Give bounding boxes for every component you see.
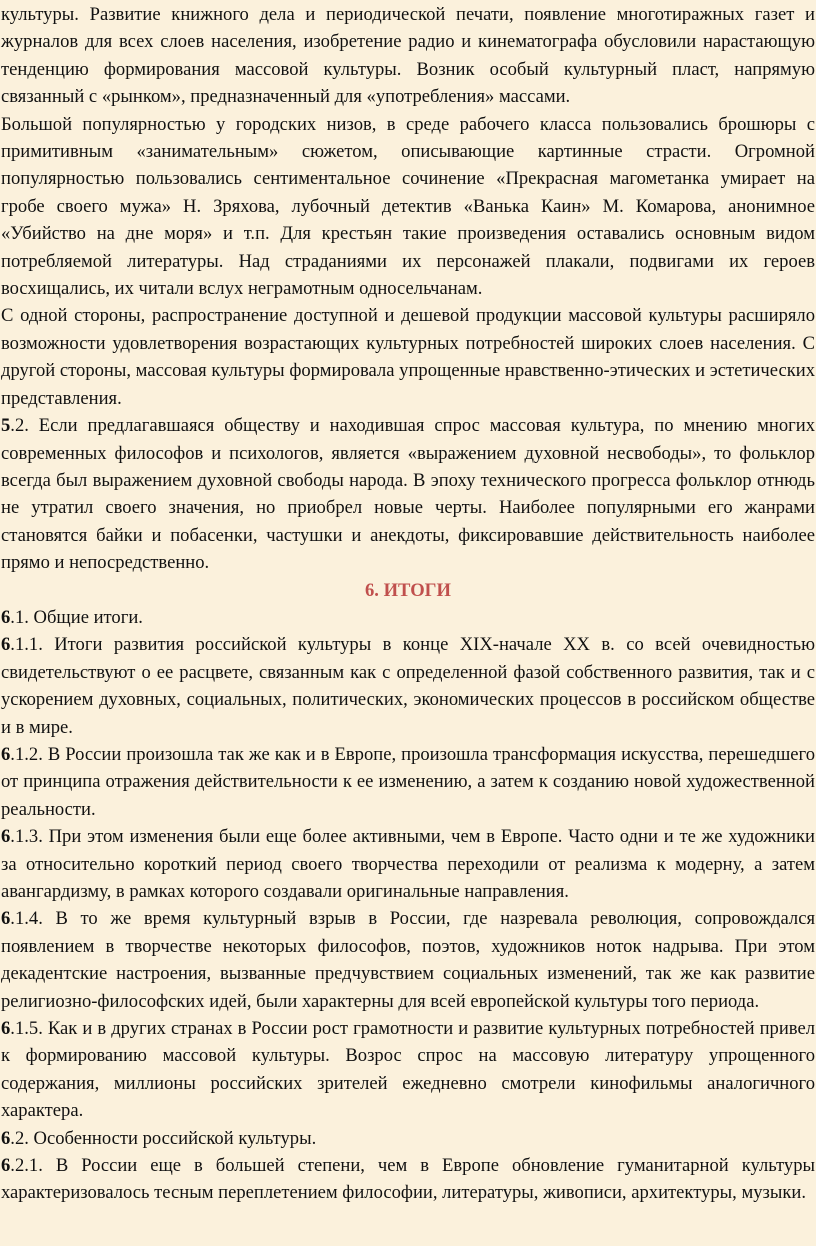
paragraph-number: 6: [1, 1127, 11, 1149]
paragraph-number: 6: [1, 743, 11, 765]
paragraph-number: 6: [1, 1155, 11, 1177]
paragraph-5-2-folklore: [1, 412, 815, 576]
paragraph-6-1-4: [1, 905, 815, 1015]
paragraph-6-1-1: [1, 631, 815, 741]
paragraph-number: 6: [1, 634, 11, 656]
paragraph-text: .1.3. При этом изменения были еще более активными, чем в Европе. Часто одни и те же художники за относительно короткий период своего творчества переходили от реализма к модерну, а затем авангардизму, в рамках которого создавали оригинальные направления.: [1, 826, 815, 902]
paragraph-brochures-popularity: Большой популярностью у городских низов, в среде рабочего класса пользовались брошюры с примитивным «занимательным» сюжетом, описывающие картинные страсти. Огромной популярностью пользовались сентиментальное сочинение «Прекрасная магометанка умирает на гробе своего мужа» Н. Зряхова, лубочный детектив «Ванька Каин» М. Комарова, анонимное «Убийство на дне моря» и т.п. Для крестьян такие произведения оставались основным видом потребляемой литературы. Над страданиями их персонажей плакали, подвигами их героев восхищались, их читали вслух неграмотным односельчанам.: [1, 113, 815, 300]
paragraph-number: 6: [1, 908, 11, 930]
paragraph-mass-culture-intro: культуры. Развитие книжного дела и периодической печати, появление многотиражных газет и журналов для всех слоев населения, изобретение радио и кинематографа обусловили нарастающую тенденцию формирования массовой культуры. Возник особый культурный пласт, напрямую связанный с «рынком», предназначенный для «употребления» массами.: [1, 4, 815, 108]
paragraph-6-1-3: [1, 823, 815, 905]
paragraph-6-2-features: [1, 1125, 815, 1152]
paragraph-text: .2. Особенности российской культуры.: [10, 1127, 317, 1149]
paragraph-text: .2. Если предлагавшаяся обществу и находившая спрос массовая культура, по мнению многих современных философов и психологов, является «выражением духовной несвободы», то фольклор всегда был выражением духовной свободы народа. В эпоху технического прогресса фольклор отнюдь не утратил своего значения, но приобрел новые черты. Наиболее популярными его жанрами становятся байки и побасенки, частушки и анекдоты, фиксировавшие действительность наиболее прямо и непосредственно.: [1, 415, 815, 574]
paragraph-text: .1.5. Как и в других странах в России рост грамотности и развитие культурных потребностей привел к формированию массовой культуры. Возрос спрос на массовую литературу упрощенного содержания, миллионы российских зрителей ежедневно смотрели кинофильмы аналогичного характера.: [1, 1018, 815, 1122]
section-heading-results: 6. ИТОГИ: [365, 579, 451, 601]
paragraph-number: 5: [1, 415, 11, 437]
paragraph-6-2-1: [1, 1152, 815, 1207]
paragraph-number: 6: [1, 1018, 11, 1040]
paragraph-number: 6: [1, 606, 11, 628]
document-body: [1, 1, 815, 1207]
paragraph-text: .1.4. В то же время культурный взрыв в России, где назревала революция, сопровождался появлением в творчестве некоторых философов, поэтов, художников ноток надрыва. При этом декадентские настроения, вызванные предчувствием социальных изменений, так же как развитие религиозно-философских идей, были характерны для всей европейской культуры того периода.: [1, 908, 815, 1012]
paragraph-6-1-5: [1, 1015, 815, 1125]
paragraph-mass-culture-two-sides: С одной стороны, распространение доступной и дешевой продукции массовой культуры расширяло возможности удовлетворения возрастающих культурных потребностей широких слоев населения. С другой стороны, массовая культуры формировала упрощенные нравственно-этических и эстетических представления.: [1, 305, 815, 409]
paragraph-text: .1.1. Итоги развития российской культуры в конце XIX-начале XX в. со всей очевидностью свидетельствуют о ее расцвете, связанным как с определенной фазой собственного развития, так и с ускорением духовных, социальных, политических, экономических процессов в российском обществе и в мире.: [1, 634, 815, 738]
paragraph-text: .1. Общие итоги.: [10, 606, 143, 628]
paragraph-6-1-2: [1, 741, 815, 823]
paragraph-text: .1.2. В России произошла так же как и в Европе, произошла трансформация искусства, перешедшего от принципа отражения действительности к ее изменению, а затем к созданию новой художественной реальности.: [1, 743, 815, 820]
paragraph-text: .2.1. В России еще в большей степени, чем в Европе обновление гуманитарной культуры характеризовалось тесным переплетением философии, литературы, живописи, архитектуры, музыки.: [1, 1155, 815, 1204]
paragraph-6-1-general-results: [1, 604, 815, 631]
paragraph-number: 6: [1, 826, 11, 848]
